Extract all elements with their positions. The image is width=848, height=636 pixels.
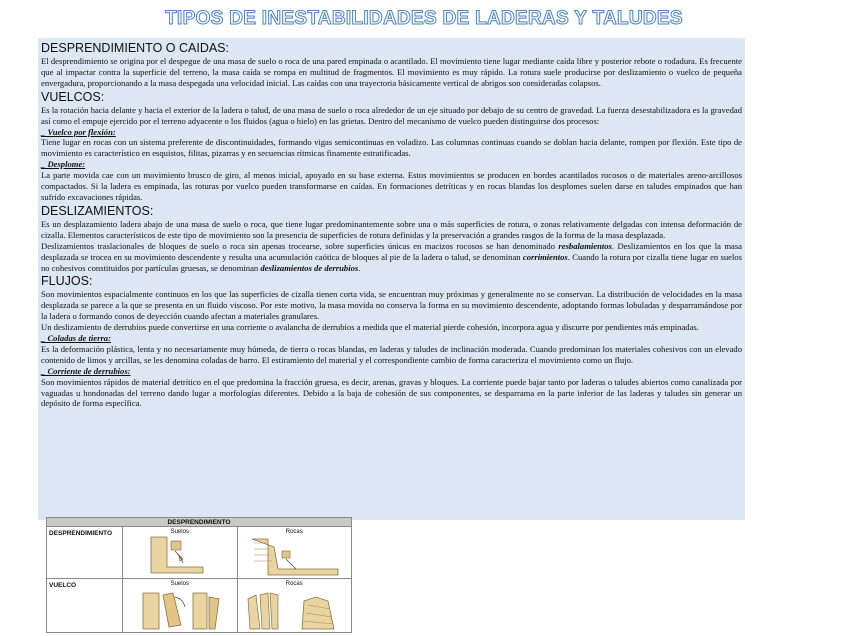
body-vuelco-flexion: Tiene lugar en rocas con un sistema preferente de discontinuidades, formando vigas semicontinuas en voladizo. Las columnas continuas cuando se doblan hacia delante, rompen por flexión. Este tipo de movimiento es característico en esquistos, filitas, pizarras y en secuencias rítmicas finamente estratificadas. xyxy=(41,137,742,159)
illustration-table xyxy=(46,517,352,633)
section-body-deslizamientos-2 xyxy=(41,241,742,274)
table-row xyxy=(47,527,351,579)
table-cell xyxy=(238,527,352,578)
cell-caption: Rocas xyxy=(285,581,303,587)
table-header: DESPRENDIMIENTO xyxy=(47,518,351,527)
rock-fall-sketch xyxy=(238,527,352,579)
row-label: DESPRENDIMIENTO xyxy=(47,527,123,578)
section-heading-flujos: FLUJOS: xyxy=(41,274,93,289)
table-cell xyxy=(123,527,238,578)
content-panel xyxy=(38,38,745,520)
section-body-flujos-1: Son movimientos espacialmente continuos en los que las superficies de cizalla tienen corta vida, se encuentran muy próximas y generalmente no se conservan. La distribución de velocidades en la masa desplazada se parece a la que se presenta en un fluido viscoso. Por este motivo, la masa movida no conserva la forma en su movimiento descendente, adoptando formas lobuladas y desparramándose por la ladera o formando conos de deyección cuando afectan a materiales granulares. xyxy=(41,289,742,322)
subheading-coladas-tierra: _ Coladas de tierra: xyxy=(41,333,111,344)
section-heading-vuelcos: VUELCOS: xyxy=(41,89,105,104)
text-run: . xyxy=(358,262,361,273)
rock-topple-sketch xyxy=(238,579,352,632)
term-deslizamientos-derrubios: deslizamientos de derrubios xyxy=(260,262,359,273)
row-label: VUELCO xyxy=(47,579,123,632)
cell-caption: Suelos xyxy=(170,581,189,587)
body-coladas-tierra: Es la deformación plástica, lenta y no necesariamente muy húmeda, de tierra o rocas blandas, en laderas y taludes de inclinación moderada. Cuando predominan los materiales cohesivos con un elevado contenido de limos y arcillas, se les denomina coladas de barro. El estiramiento del material y el correspondiente cambio de forma caracteriza el movimiento como un flujo. xyxy=(41,343,742,365)
term-resbalamientos: resbalamientos xyxy=(558,240,612,251)
section-heading-desprendimiento: DESPRENDIMIENTO O CAIDAS: xyxy=(41,41,229,55)
soil-fall-sketch xyxy=(123,527,237,579)
section-body-desprendimiento: El desprendimiento se origina por el despegue de una masa de suelo o roca de una pared empinada o acantilado. El movimiento tiene lugar mediante caída libre y posterior rebote o rodadura. Es frecuente que al impactar contra la superficie del terreno, la masa caída se rompa en multitud de fragmentos. El movimiento es muy rápido. La rotura suele producirse por deslizamiento o vuelco de pequeña envergadura, proporcionando a la masa despegada una velocidad inicial. Las caídas con una trayectoria básicamente vertical de abrigos son consideradas colapsos. xyxy=(41,56,742,88)
table-cell xyxy=(238,579,352,632)
page-title: TIPOS DE INESTABILIDADES DE LADERAS Y TALUDES xyxy=(165,8,683,29)
soil-topple-sketch xyxy=(123,579,237,632)
text-run: . Cuando la rotura por cizalla tiene lugar en suelos no cohesivos constituidos por partículas gruesas, se denominan xyxy=(41,251,742,273)
cell-caption: Rocas xyxy=(285,529,303,535)
subheading-corriente-derrubios: _ Corriente de derrubios: xyxy=(41,365,131,376)
table-row xyxy=(47,579,351,632)
subheading-desplome: _ Desplome: xyxy=(41,159,86,170)
section-body-flujos-2: Un deslizamiento de derrubios puede convertirse en una corriente o avalancha de derrubios a medida que el material pierde cohesión, incorpora agua y discurre por pendientes más empinadas. xyxy=(41,322,699,333)
subheading-vuelco-flexion: _ Vuelco por flexión: xyxy=(41,126,116,137)
text-run: . Deslizamientos en los que la masa desplazada se trocea en su movimiento descendente y resulta una acumulación caótica de bloques al pie de la ladera o talud, se denominan xyxy=(41,240,742,262)
table-cell xyxy=(123,579,238,632)
section-body-vuelcos: Es la rotación hacia delante y hacia el exterior de la ladera o talud, de una masa de suelo o roca alrededor de un eje situado por debajo de su centro de gravedad. La fuerza desestabilizadora es la gravedad así como el empuje ejercido por el terreno adyacente o los fluidos (agua o hielo) en las grietas. Dentro del mecanismo de vuelco pueden distinguirse dos procesos: xyxy=(41,104,742,126)
body-desplome: La parte movida cae con un movimiento brusco de giro, al menos inicial, apoyado en su base externa. Estos movimientos se producen en bordes acantilados rocosos o de materiales areno-arcillosos compactados. Si la ladera es empinada, las roturas por vuelco pueden transformarse en caídas. En formaciones detríticas y en rocas blandas los desplomes suelen darse en taludes empinados que han sufrido excavaciones rápidas. xyxy=(41,170,742,202)
section-heading-deslizamientos: DESLIZAMIENTOS: xyxy=(41,203,154,218)
body-corriente-derrubios: Son movimientos rápidos de material detrítico en el que predomina la fracción gruesa, es decir, arenas, gravas y bloques. La corriente puede bajar tanto por laderas o taludes abiertos como canalizada por vaguadas u hondonadas del terreno dando lugar a morfologías diferentes. Debido a la baja de cohesión de sus componentes, se desparrama en la parte inferior de las laderas y taludes sin generar un depósito de forma específica. xyxy=(41,376,742,409)
text-run: Deslizamientos traslacionales de bloques de suelo o roca sin apenas trocearse, sobre superficies únicas en macizos rocosos se han denominado xyxy=(41,240,559,251)
term-corrimientos: corrimientos xyxy=(522,251,568,262)
section-body-deslizamientos-1: Es un desplazamiento ladera abajo de una masa de suelo o roca, que tiene lugar predominantemente sobre una o más superficies de rotura, o zonas relativamente delgadas con intensa deformación de cizalla. Elementos característicos de este tipo de movimiento son la presencia de superficies de rotura definidas y la preservación a grandes rasgos de la forma de la masa desplazada. xyxy=(41,218,742,240)
cell-caption: Suelos xyxy=(170,529,189,535)
